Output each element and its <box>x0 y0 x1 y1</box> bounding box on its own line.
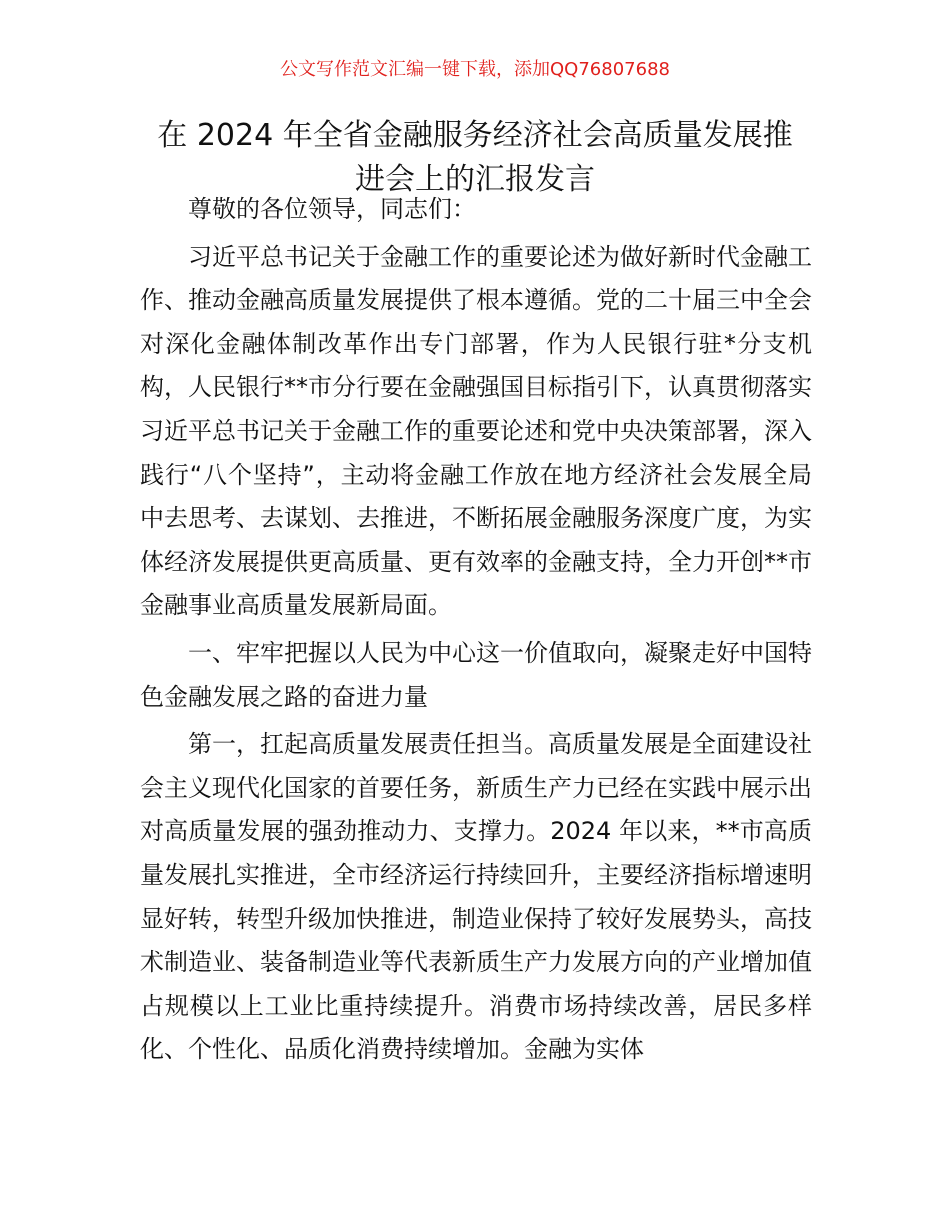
title-line-2: 进会上的汇报发言 <box>355 162 595 197</box>
document-body <box>140 188 812 1076</box>
intro-paragraph: 习近平总书记关于金融工作的重要论述为做好新时代金融工作、推动金融高质量发展提供了根本遵循。党的二十届三中全会对深化金融体制改革作出专门部署，作为人民银行驻*分支机构，人民银行**市分行要在金融强国目标指引下，认真贯彻落实习近平总书记关于金融工作的重要论述和党中央决策部署，深入践行“八个坚持”，主动将金融工作放在地方经济社会发展全局中去思考、去谋划、去推进，不断拓展金融服务深度广度，为实体经济发展提供更高质量、更有效率的金融支持，全力开创**市金融事业高质量发展新局面。 <box>140 242 812 620</box>
salutation: 尊敬的各位领导，同志们： <box>188 195 476 223</box>
section-heading: 一、牢牢把握以人民为中心这一价值取向，凝聚走好中国特色金融发展之路的奋进力量 <box>140 638 812 711</box>
title-line-1: 在 2024 年全省金融服务经济社会高质量发展推 <box>157 118 793 153</box>
body-paragraph: 第一，扛起高质量发展责任担当。高质量发展是全面建设社会主义现代化国家的首要任务，新质生产力已经在实践中展示出对高质量发展的强劲推动力、支撑力。2024 年以来，**市高质量发展扎实推进，全市经济运行持续回升，主要经济指标增速明显好转，转型升级加快推进，制造业保持了较好发展势头，高技术制造业、装备制造业等代表新质生产力发展方向的产业增加值占规模以上工业比重持续提升。消费市场持续改善，居民多样化、个性化、品质化消费持续增加。金融为实体 <box>140 730 812 1064</box>
download-banner: 公文写作范文汇编一键下载，添加QQ76807688 <box>280 59 670 80</box>
